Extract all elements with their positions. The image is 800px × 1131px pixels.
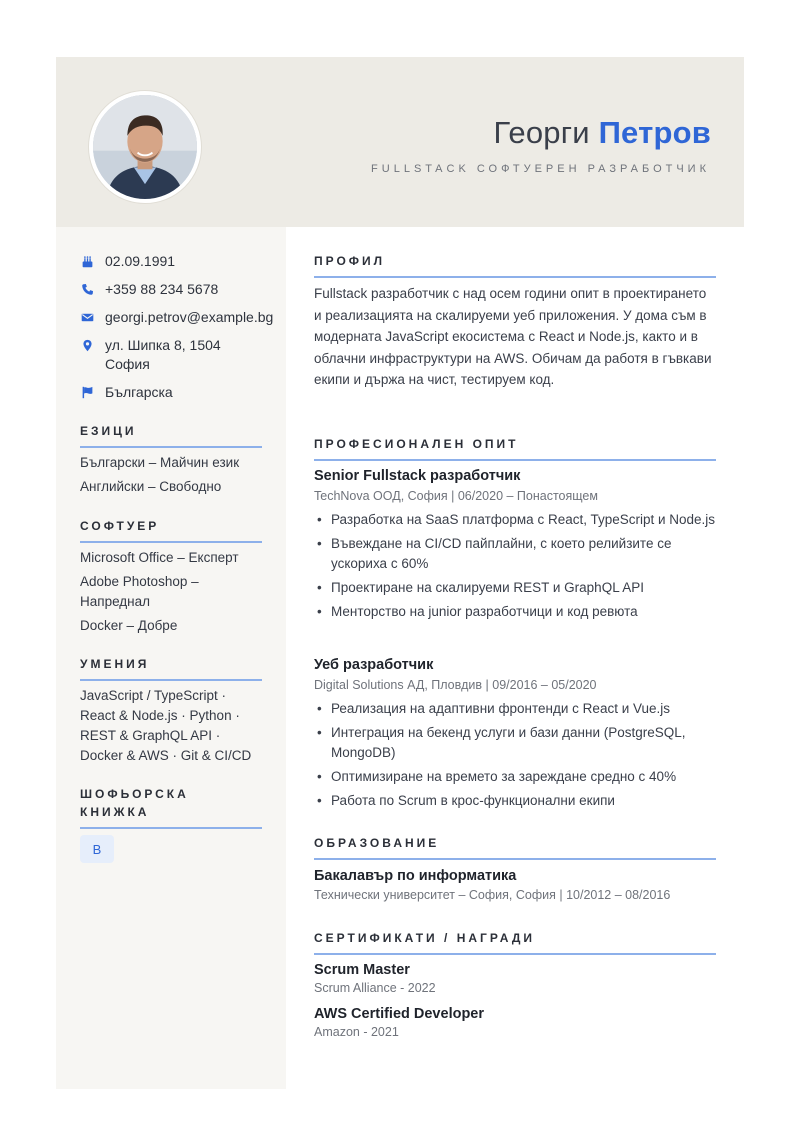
address-line2: София [105,356,150,372]
degree-title: Бакалавър по информатика [314,868,517,884]
license-title [80,785,262,829]
portrait-image [93,95,197,199]
certificate-name: AWS Certified Developer [314,1006,485,1022]
profile-photo [89,91,201,203]
last-name: Петров [598,115,711,150]
job-title: Уеб разработчик [314,657,434,673]
contact-birthdate [80,252,175,271]
language-item: Български – Майчин език [80,455,240,470]
flag-icon [80,384,94,400]
phone-text: +359 88 234 5678 [105,281,219,297]
certificate-meta: Amazon - 2021 [314,1025,399,1039]
contact-address [80,336,221,374]
resume-page [56,57,744,1089]
license-title-line2: КНИЖКА [80,805,150,819]
skills-text: JavaScript / TypeScript · React & Node.js · Python · REST & GraphQL API · Docker & AWS · Git & CI/CD [80,688,252,763]
job-bullets [314,699,716,815]
job-meta: Digital Solutions АД, Пловдив | 09/2016 – 05/2020 [314,678,597,692]
candidate-name [493,115,711,151]
languages-title: ЕЗИЦИ [80,422,262,448]
software-item: Microsoft Office – Експерт [80,550,239,565]
license-category-badge: B [80,835,114,863]
cake-icon [80,253,94,269]
job-bullets [314,510,716,626]
nationality-text: Българска [105,384,173,400]
email-text[interactable]: georgi.petrov@example.bg [105,309,274,325]
list-item: • Интеграция на бекенд услуги и бази данни (PostgreSQL, MongoDB) [314,723,716,763]
profile-title: ПРОФИЛ [314,252,716,278]
language-item: Английски – Свободно [80,479,222,494]
address-text [105,336,221,374]
resume-header [56,57,744,227]
contact-nationality [80,383,173,402]
certificates-title: СЕРТИФИКАТИ / НАГРАДИ [314,929,716,955]
list-item: • Оптимизиране на времето за зареждане средно с 40% [314,767,716,787]
first-name: Георги [493,115,590,150]
job-subtitle: FULLSTACK СОФТУЕРЕН РАЗРАБОТЧИК [371,163,710,175]
software-title: СОФТУЕР [80,517,262,543]
skills-title: УМЕНИЯ [80,655,262,681]
list-item: • Реализация на адаптивни фронтенди с React и Vue.js [314,699,716,719]
experience-title: ПРОФЕСИОНАЛЕН ОПИТ [314,435,716,461]
education-title: ОБРАЗОВАНИЕ [314,834,716,860]
job-meta: TechNova ООД, София | 06/2020 – Понастоящем [314,489,598,503]
certificate-meta: Scrum Alliance - 2022 [314,981,436,995]
contact-email[interactable] [80,308,273,327]
address-line1: ул. Шипка 8, 1504 [105,337,221,353]
sidebar [56,227,286,1089]
list-item: • Проектиране на скалируеми REST и GraphQL API [314,578,716,598]
map-pin-icon [80,337,94,353]
certificate-name: Scrum Master [314,962,410,978]
software-item: Docker – Добре [80,618,178,633]
list-item: • Разработка на SaaS платформа с React, TypeScript и Node.js [314,510,716,530]
license-title-line1: ШОФЬОРСКА [80,787,189,801]
birthdate-text: 02.09.1991 [105,253,176,269]
list-item: • Въвеждане на CI/CD пайплайни, с което релийзите се ускориха с 60% [314,534,716,574]
list-item: • Менторство на junior разработчици и код ревюта [314,602,716,622]
envelope-icon [80,309,94,325]
contact-phone [80,280,218,299]
list-item: • Работа по Scrum в крос-функционални екипи [314,791,716,811]
phone-icon [80,281,94,297]
profile-text: Fullstack разработчик с над осем години опит в проектирането и реализацията на скалируеми уеб приложения. У дома съм в модерната JavaScript екосистема с React и Node.js, както и в облачни инфраструктури на AWS. Обичам да работя в гъвкави екипи и държа на чист, тестируем код. [314,286,712,387]
software-item: Adobe Photoshop – Напреднал [80,574,199,609]
job-title: Senior Fullstack разработчик [314,468,521,484]
education-meta: Технически университет – София, София | 10/2012 – 08/2016 [314,888,671,902]
